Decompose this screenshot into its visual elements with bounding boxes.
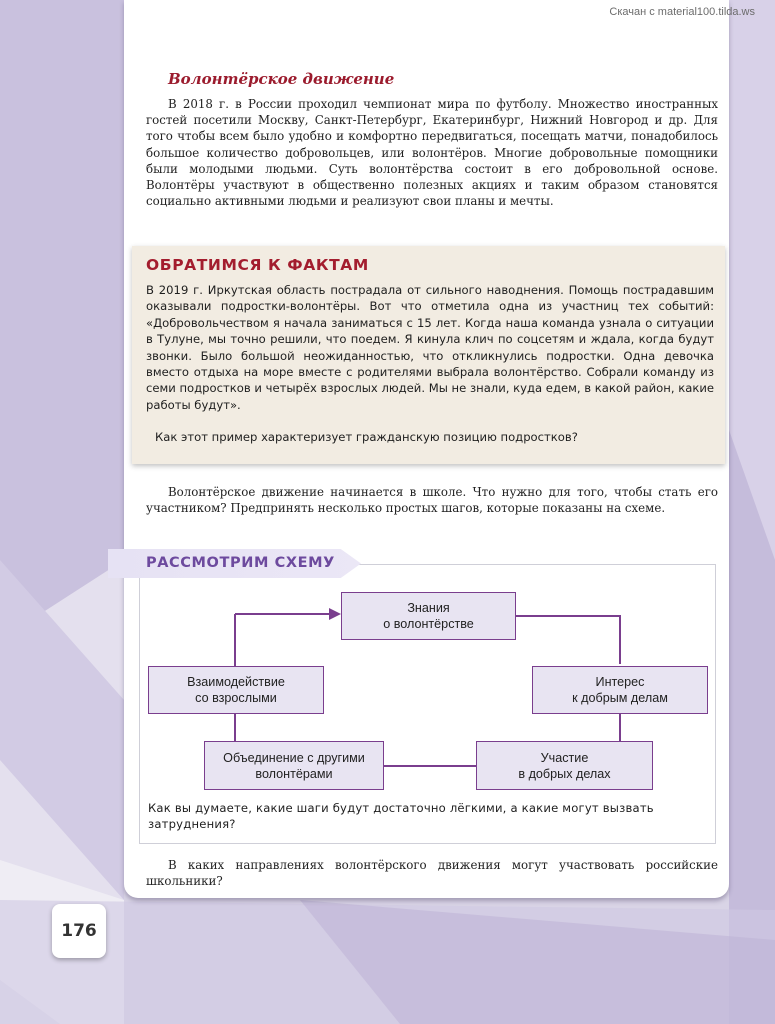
facts-heading: ОБРАТИМСЯ К ФАКТАМ <box>146 256 369 274</box>
scheme-question: Как вы думаете, какие шаги будут достаточно лёгкими, а какие могут вызвать затруднения? <box>148 801 654 832</box>
node-association: Объединение с другими волонтёрами <box>204 741 384 790</box>
node-interaction: Взаимодействие со взрослыми <box>148 666 324 714</box>
node-knowledge: Знания о волонтёрстве <box>341 592 516 640</box>
closing-question: В каких направлениях волонтёрского движения могут участвовать российские школьники? <box>146 858 718 889</box>
arrow-head <box>329 608 341 620</box>
scheme-heading: РАССМОТРИМ СХЕМУ <box>146 555 335 571</box>
school-paragraph: Волонтёрское движение начинается в школе. Что нужно для того, чтобы стать его участником? Предпринять несколько простых шагов, которые показаны на схеме. <box>146 485 718 516</box>
watermark: Скачан с material100.tilda.ws <box>609 6 755 18</box>
intro-paragraph: В 2018 г. в России проходил чемпионат мира по футболу. Множество иностранных гостей посетили Москву, Санкт-Петербург, Екатеринбург, Нижний Новгород и др. Для того чтобы всем было удобно и комфортно передвигаться, посещать матчи, понадобилось большое количество добровольцев, или волонтёров. Многие добровольные помощники были молодыми людьми. Суть волонтёрства состоит в его добровольной основе. Волонтёры участвуют в общественно полезных акциях и таким образом становятся социально активными людьми и реализуют свои планы и мечты. <box>146 97 718 209</box>
page-number: 176 <box>52 904 106 958</box>
facts-text: В 2019 г. Иркутская область пострадала от сильного наводнения. Помощь пострадавшим оказывали подростки-волонтёры. Вот что отметила одна из участниц тех событий: «Добровольчеством я начала заниматься с 15 лет. Когда наша команда узнала о ситуации в Тулуне, мы точно решили, что поедем. Я кинула клич по соцсетям и ждала, когда будут звонки. Было большой неожиданностью, что откликнулись подростки. Одна девочка вместо отдыха на море вместе с родителями выбрала волонтёрство. Собрали команду из семи подростков и четырёх взрослых людей. Мы не знали, куда едем, в какой район, какие работы будут». <box>146 283 714 412</box>
node-participation: Участие в добрых делах <box>476 741 653 790</box>
connector-knowledge-interest <box>516 616 620 664</box>
facts-question: Как этот пример характеризует гражданскую позицию подростков? <box>155 430 578 444</box>
section-title: Волонтёрское движение <box>168 70 395 88</box>
node-interest: Интерес к добрым делам <box>532 666 708 714</box>
